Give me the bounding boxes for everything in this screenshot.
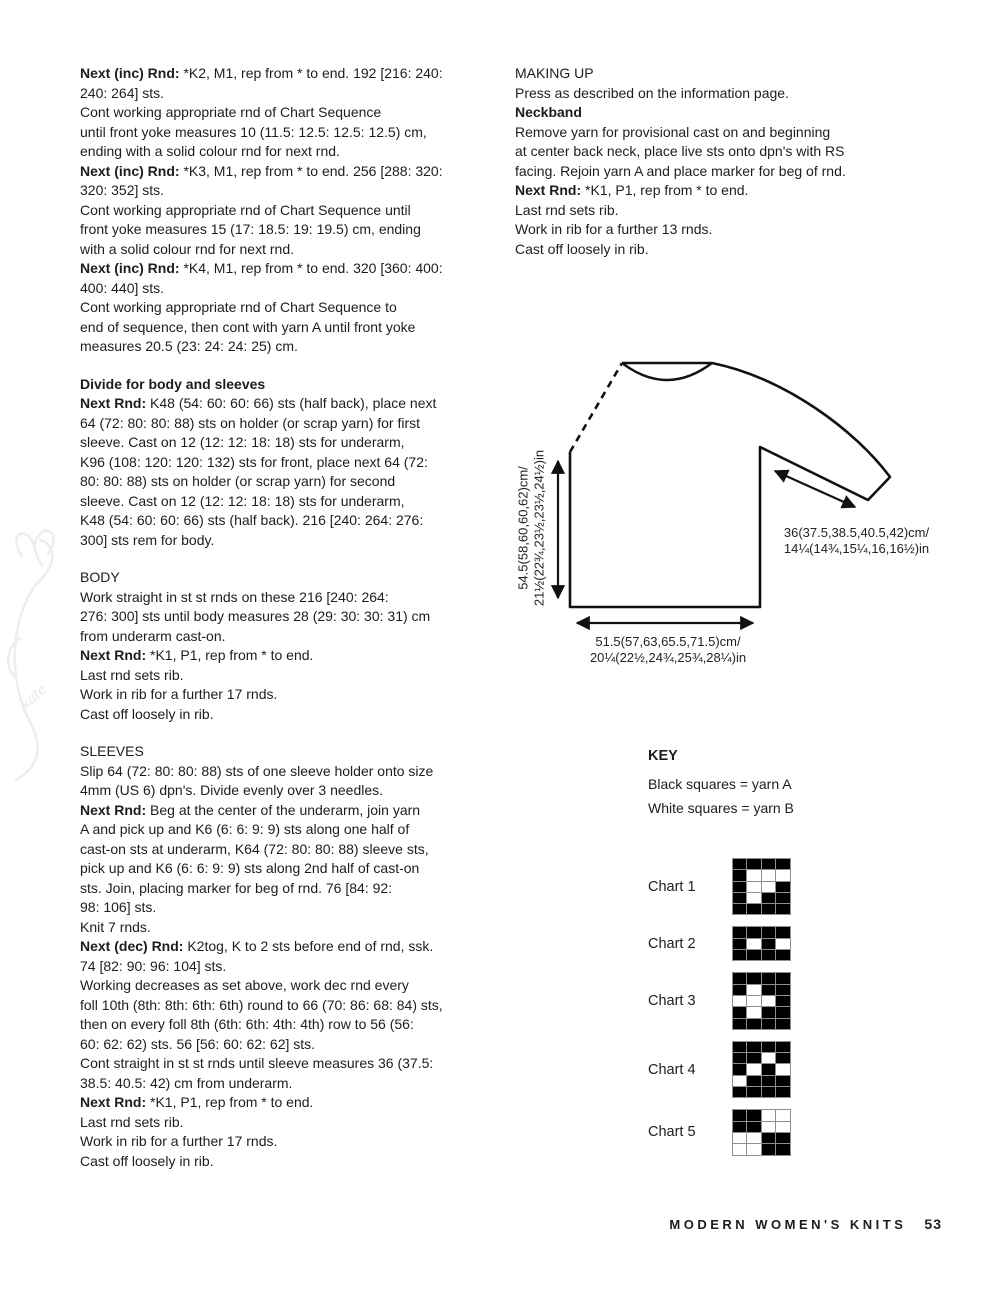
chart-cell-yarn-a <box>776 904 789 914</box>
text-line: Cast off loosely in rib. <box>80 1152 214 1169</box>
section-heading: MAKING UP <box>515 65 594 81</box>
text-line: 80: 80: 88) sts on holder (or scrap yarn) for second <box>80 473 396 489</box>
text-line: Next Rnd: K48 (54: 60: 60: 66) sts (half back), place next <box>80 395 437 411</box>
text-line: 98: 106] sts. <box>80 899 157 915</box>
chart-cell-yarn-b <box>747 939 760 949</box>
chart-label: Chart 3 <box>648 993 696 1010</box>
page-number: 53 <box>924 1216 942 1232</box>
watermark-signature: kate <box>15 679 50 713</box>
chart-cell-yarn-a <box>747 1087 760 1097</box>
page-footer <box>669 1216 942 1232</box>
text-line: 74 [82: 90: 96: 104] sts. <box>80 957 227 974</box>
chart-cell-yarn-a <box>747 1076 760 1086</box>
chart-cell-yarn-a <box>733 1087 746 1097</box>
key-entry-yarn-a: Black squares = yarn A <box>648 776 792 792</box>
chart-cell-yarn-b <box>747 870 760 880</box>
chart-cell-yarn-a <box>747 1042 760 1052</box>
chart-cell-yarn-a <box>762 904 775 914</box>
chart-cell-yarn-b <box>747 882 760 892</box>
sleeve-length-in: 14¼(14¾,15¼,16,16½)in <box>783 540 930 556</box>
sleeve-length-label <box>764 525 949 556</box>
text-line: Next (dec) Rnd: K2tog, K to 2 sts before end of rnd, ssk. <box>80 938 434 954</box>
sweater-schematic-drawing <box>500 345 960 680</box>
text-line: at center back neck, place live sts onto dpn's with RS <box>515 143 845 159</box>
sleeve-length-cm: 36(37.5,38.5,40.5,42)cm/ <box>783 525 930 540</box>
chart-cell-yarn-b <box>762 870 775 880</box>
chart-cell-yarn-a <box>762 1007 775 1017</box>
watermark-butterfly-body <box>34 546 42 566</box>
chart-row <box>648 1041 791 1098</box>
text-line: Next Rnd: *K1, P1, rep from * to end. <box>80 647 314 663</box>
chart-cell-yarn-a <box>776 927 789 937</box>
chart-cell-yarn-b <box>733 996 746 1006</box>
chart-cell-yarn-a <box>747 927 760 937</box>
chart-cell-yarn-a <box>762 950 775 960</box>
text-line: A and pick up and K6 (6: 6: 9: 9) sts along one half of <box>80 821 410 837</box>
text-line: measures 20.5 (23: 24: 24: 25) cm. <box>80 338 298 354</box>
chart-cell-yarn-a <box>776 1007 789 1017</box>
text-line: then on every foll 8th (6th: 6th: 4th: 4th) row to 56 (56: <box>80 1016 414 1032</box>
chart-cell-yarn-a <box>747 1053 760 1063</box>
chart-grid <box>732 858 791 915</box>
left-text-column <box>80 64 525 1171</box>
text-block <box>80 742 525 1171</box>
text-line: front yoke measures 15 (17: 18.5: 19: 19.5) cm, ending <box>80 221 421 237</box>
section-heading: SLEEVES <box>80 743 144 759</box>
chart-row <box>648 1109 791 1155</box>
chart-cell-yarn-a <box>762 1076 775 1086</box>
text-line: sleeve. Cast on 12 (12: 12: 18: 18) sts for underarm, <box>80 434 405 450</box>
chart-cell-yarn-a <box>747 904 760 914</box>
chart-cell-yarn-b <box>747 985 760 995</box>
watermark-vine <box>15 578 42 780</box>
watermark-curl <box>40 540 52 578</box>
chart-label: Chart 2 <box>648 935 696 952</box>
text-line: Next (inc) Rnd: *K3, M1, rep from * to end. 256 [288: 320: <box>80 162 443 179</box>
chart-cell-yarn-b <box>776 939 789 949</box>
text-line: Slip 64 (72: 80: 80: 88) sts of one sleeve holder onto size <box>80 762 434 779</box>
text-line: until front yoke measures 10 (11.5: 12.5: 12.5: 12.5) cm, <box>80 123 427 140</box>
chart-cell-yarn-a <box>747 950 760 960</box>
text-line: ending with a solid colour rnd for next rnd. <box>80 143 340 159</box>
chart-cell-yarn-b <box>747 1064 760 1074</box>
chart-label: Chart 1 <box>648 878 696 895</box>
chart-cell-yarn-a <box>776 1087 789 1097</box>
text-line: Cont working appropriate rnd of Chart Sequence to <box>80 299 397 315</box>
section-heading: BODY <box>80 569 120 585</box>
chart-cell-yarn-b <box>762 996 775 1006</box>
body-width-label <box>570 634 766 665</box>
chart-cell-yarn-b <box>776 1064 789 1074</box>
text-block <box>80 375 525 551</box>
chart-grid <box>732 1041 791 1098</box>
text-line: Work straight in st st rnds on these 216 [240: 264: <box>80 588 389 605</box>
text-line: Work in rib for a further 17 rnds. <box>80 1133 278 1149</box>
chart-cell-yarn-b <box>733 1144 746 1154</box>
neckline-curve <box>622 363 712 380</box>
body-length-label <box>516 450 547 606</box>
text-line: sleeve. Cast on 12 (12: 12: 18: 18) sts for underarm, <box>80 492 405 509</box>
chart-cell-yarn-a <box>776 1019 789 1029</box>
chart-cell-yarn-a <box>776 973 789 983</box>
chart-cell-yarn-a <box>776 950 789 960</box>
chart-cell-yarn-a <box>762 985 775 995</box>
text-line: Next (inc) Rnd: *K2, M1, rep from * to end. 192 [216: 240: <box>80 65 443 81</box>
chart-grid <box>732 972 791 1029</box>
chart-cell-yarn-a <box>747 1122 760 1132</box>
text-line: 276: 300] sts until body measures 28 (29: 30: 30: 31) cm <box>80 608 431 624</box>
text-line: Cast off loosely in rib. <box>515 240 649 257</box>
chart-cell-yarn-a <box>733 904 746 914</box>
chart-cell-yarn-a <box>733 1019 746 1029</box>
chart-cell-yarn-a <box>733 950 746 960</box>
text-line: Working decreases as set above, work dec rnd every <box>80 977 409 993</box>
text-line: Last rnd sets rib. <box>80 1113 184 1130</box>
text-line: Cast off loosely in rib. <box>80 705 214 722</box>
chart-cell-yarn-a <box>762 893 775 903</box>
chart-cell-yarn-a <box>762 1087 775 1097</box>
chart-cell-yarn-a <box>762 939 775 949</box>
chart-cell-yarn-b <box>747 996 760 1006</box>
chart-cell-yarn-a <box>776 882 789 892</box>
key-entry-yarn-b: White squares = yarn B <box>648 800 794 816</box>
text-line: 60: 62: 62) sts. 56 [56: 60: 62: 62] sts. <box>80 1035 316 1052</box>
chart-cell-yarn-a <box>762 973 775 983</box>
chart-cell-yarn-a <box>733 939 746 949</box>
chart-cell-yarn-a <box>747 1019 760 1029</box>
chart-cell-yarn-a <box>733 1064 746 1074</box>
chart-cell-yarn-a <box>733 893 746 903</box>
chart-cell-yarn-b <box>762 1122 775 1132</box>
chart-cell-yarn-a <box>762 1019 775 1029</box>
chart-cell-yarn-a <box>762 927 775 937</box>
chart-cell-yarn-a <box>776 1133 789 1143</box>
body-width-in: 20¼(22½,24¾,25¾,28¼)in <box>589 649 747 665</box>
text-line: Next (inc) Rnd: *K4, M1, rep from * to end. 320 [360: 400: <box>80 260 443 276</box>
chart-cell-yarn-a <box>733 1110 746 1120</box>
text-line: Remove yarn for provisional cast on and beginning <box>515 123 831 140</box>
text-block <box>515 64 980 259</box>
text-line: with a solid colour rnd for next rnd. <box>80 240 294 257</box>
chart-grid <box>732 926 791 961</box>
text-line: Work in rib for a further 13 rnds. <box>515 221 713 237</box>
chart-cell-yarn-a <box>776 859 789 869</box>
chart-cell-yarn-a <box>762 1064 775 1074</box>
chart-cell-yarn-a <box>776 1053 789 1063</box>
chart-cell-yarn-a <box>762 1133 775 1143</box>
chart-label: Chart 4 <box>648 1061 696 1078</box>
chart-cell-yarn-a <box>776 1042 789 1052</box>
key-title: KEY <box>648 748 678 764</box>
text-line: K48 (54: 60: 60: 66) sts (half back). 216 [240: 264: 276: <box>80 512 424 528</box>
chart-cell-yarn-a <box>733 870 746 880</box>
chart-cell-yarn-b <box>776 1122 789 1132</box>
watermark-flourish <box>0 488 75 793</box>
chart-row <box>648 926 791 961</box>
chart-cell-yarn-b <box>747 1144 760 1154</box>
text-line: 320: 352] sts. <box>80 182 165 198</box>
chart-cell-yarn-a <box>762 859 775 869</box>
text-line: K96 (108: 120: 120: 132) sts for front, place next 64 (72: <box>80 453 428 470</box>
text-line: facing. Rejoin yarn A and place marker for beg of rnd. <box>515 162 846 179</box>
text-line: 38.5: 40.5: 42) cm from underarm. <box>80 1074 293 1091</box>
chart-cell-yarn-a <box>747 859 760 869</box>
chart-cell-yarn-b <box>762 1053 775 1063</box>
chart-cell-yarn-a <box>747 973 760 983</box>
chart-cell-yarn-b <box>776 870 789 880</box>
text-line: end of sequence, then cont with yarn A until front yoke <box>80 318 416 335</box>
sub-heading: Neckband <box>515 104 582 120</box>
chart-cell-yarn-a <box>762 1144 775 1154</box>
chart-cell-yarn-a <box>733 859 746 869</box>
chart-cell-yarn-a <box>733 973 746 983</box>
chart-cell-yarn-b <box>776 1110 789 1120</box>
body-width-cm: 51.5(57,63,65.5,71.5)cm/ <box>595 634 741 649</box>
text-line: Last rnd sets rib. <box>515 201 619 218</box>
text-line: Cont working appropriate rnd of Chart Sequence until <box>80 201 411 218</box>
text-block <box>80 568 525 724</box>
chart-cell-yarn-b <box>747 1133 760 1143</box>
chart-label: Chart 5 <box>648 1124 696 1141</box>
text-line: Press as described on the information page. <box>515 84 789 101</box>
chart-grid <box>732 1109 791 1155</box>
text-line: 4mm (US 6) dpn's. Divide evenly over 3 needles. <box>80 782 384 798</box>
text-line: Next Rnd: *K1, P1, rep from * to end. <box>515 182 749 198</box>
chart-row <box>648 972 791 1029</box>
key-section <box>648 744 794 820</box>
chart-cell-yarn-a <box>733 985 746 995</box>
chart-cell-yarn-b <box>747 1007 760 1017</box>
chart-cell-yarn-a <box>733 1042 746 1052</box>
chart-cell-yarn-b <box>762 882 775 892</box>
chart-cell-yarn-a <box>733 1122 746 1132</box>
chart-cell-yarn-a <box>776 893 789 903</box>
text-line: 240: 264] sts. <box>80 84 165 101</box>
right-text-column <box>515 64 980 259</box>
text-line: 300] sts rem for body. <box>80 531 215 548</box>
chart-cell-yarn-a <box>776 1144 789 1154</box>
text-line: Next Rnd: *K1, P1, rep from * to end. <box>80 1094 314 1110</box>
book-title: MODERN WOMEN'S KNITS <box>669 1217 907 1232</box>
chart-cell-yarn-a <box>776 1076 789 1086</box>
text-line: Cont straight in st st rnds until sleeve measures 36 (37.5: <box>80 1055 434 1071</box>
chart-cell-yarn-a <box>776 985 789 995</box>
chart-cell-yarn-b <box>733 1076 746 1086</box>
chart-cell-yarn-a <box>733 1007 746 1017</box>
chart-cell-yarn-a <box>776 996 789 1006</box>
text-line: pick up and K6 (6: 6: 9: 9) sts along 2nd half of cast-on <box>80 860 420 876</box>
chart-cell-yarn-b <box>733 1133 746 1143</box>
text-line: Next Rnd: Beg at the center of the underarm, join yarn <box>80 801 421 818</box>
text-line: Work in rib for a further 17 rnds. <box>80 686 278 702</box>
chart-cell-yarn-a <box>747 1110 760 1120</box>
text-line: sts. Join, placing marker for beg of rnd. 76 [84: 92: <box>80 879 393 896</box>
text-line: 64 (72: 80: 80: 88) sts on holder (or scrap yarn) for first <box>80 414 421 431</box>
text-line: 400: 440] sts. <box>80 279 165 296</box>
body-length-in: 21½(22¾,23½,23½,24½)in <box>531 449 546 607</box>
chart-cell-yarn-a <box>733 882 746 892</box>
chart-cell-yarn-a <box>733 927 746 937</box>
body-length-cm: 54.5(58,60,60,62)cm/ <box>515 466 531 590</box>
chart-cell-yarn-a <box>762 1042 775 1052</box>
text-line: Cont working appropriate rnd of Chart Sequence <box>80 104 382 120</box>
sweater-outline <box>570 363 890 607</box>
chart-row <box>648 858 791 915</box>
text-line: cast-on sts at underarm, K64 (72: 80: 80: 88) sleeve sts, <box>80 840 429 857</box>
text-block <box>80 64 525 357</box>
chart-cell-yarn-b <box>762 1110 775 1120</box>
sub-heading: Divide for body and sleeves <box>80 375 266 392</box>
text-line: foll 10th (8th: 8th: 6th: 6th) round to 66 (70: 86: 68: 84) sts, <box>80 996 443 1013</box>
charts-section <box>648 858 791 1167</box>
raglan-dashed-line <box>570 363 622 452</box>
text-line: Last rnd sets rib. <box>80 666 184 683</box>
chart-cell-yarn-a <box>733 1053 746 1063</box>
chart-cell-yarn-b <box>747 893 760 903</box>
text-line: from underarm cast-on. <box>80 627 226 644</box>
text-line: Knit 7 rnds. <box>80 918 151 935</box>
